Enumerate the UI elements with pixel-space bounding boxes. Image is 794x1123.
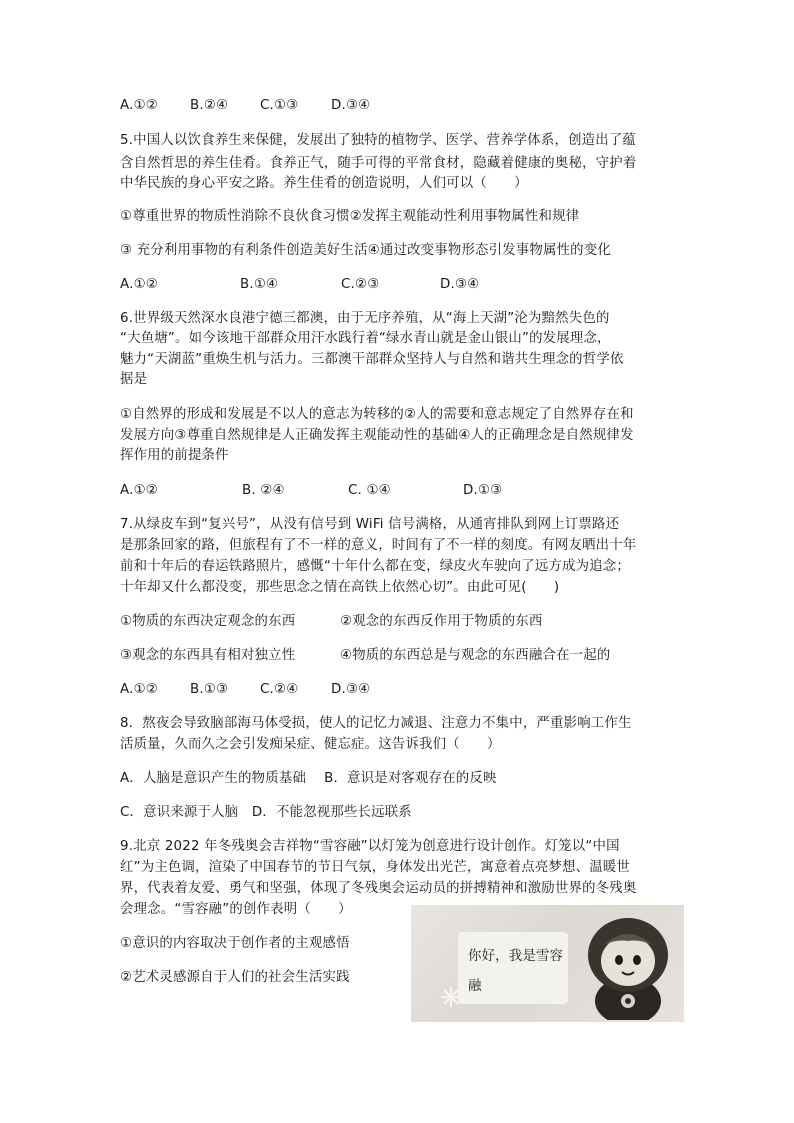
q8-stem-line: 8．熬夜会导致脑部海马体受损，使人的记忆力减退、注意力不集中，严重影响工作生 [120, 716, 632, 731]
q7-statement-4: ④物质的东西总是与观念的东西融合在一起的 [340, 648, 611, 663]
mascot-caption: 你好，我是雪容融 [468, 949, 564, 994]
q5-option-d: D.③④ [440, 277, 480, 292]
q6-statement-line: ①自然界的形成和发展是不以人的意志为转移的②人的需要和意志规定了自然界存在和 [120, 407, 634, 422]
mascot-image [411, 905, 684, 1022]
q6-option-a: A.①② [120, 483, 158, 498]
q7-stem-line: 前和十年后的春运铁路照片，感慨“十年什么都在变，绿皮火车驶向了远方成为追念； [120, 559, 630, 574]
q7-stem-line: 是那条回家的路，但旅程有了不一样的意义，时间有了不一样的刻度。有网友晒出十年 [120, 538, 637, 553]
q6-option-b: B. ②④ [242, 483, 285, 498]
q9-statement-line: ①意识的内容取决于创作者的主观感悟 [120, 936, 350, 951]
q7-option-c: C.②④ [260, 682, 299, 697]
q5-stem-line: 5.中国人以饮食养生来保健，发展出了独特的植物学、医学、营养学体系，创造出了蕴 [120, 133, 637, 148]
q7-stem-line: 十年却又什么都没变，那些思念之情在高铁上依然心切”。由此可见( ) [120, 580, 560, 595]
q8-option-row: A．人脑是意识产生的物质基础 B．意识是对客观存在的反映 [120, 771, 497, 786]
q9-stem-line: 会理念。“雪容融”的创作表明（ ） [120, 902, 352, 917]
q4-option-a: A.①② [120, 98, 158, 113]
q8-option-row: C．意识来源于人脑 D．不能忽视那些长远联系 [120, 805, 412, 820]
speech-bubble [458, 932, 568, 1004]
q7-stem-line: 7.从绿皮车到“复兴号”，从没有信号到 WiFi 信号满格，从通宵排队到网上订票路还 [120, 517, 620, 532]
q6-statement-line: 挥作用的前提条件 [120, 448, 229, 463]
q5-statement-line: ①尊重世界的物质性消除不良伙食习惯②发挥主观能动性利用事物属性和规律 [120, 209, 580, 224]
q5-stem-line: 中华民族的身心平安之路。养生佳肴的创造说明，人们可以（ ） [120, 176, 528, 191]
q5-stem-line: 含自然哲思的养生佳肴。食养正气，随手可得的平常食材，隐藏着健康的奥秘，守护着 [120, 156, 637, 171]
q9-stem-line: 红”为主色调，渲染了中国春节的节日气氛，身体发出光芒，寓意着点亮梦想、温暖世 [120, 860, 630, 875]
q4-option-d: D.③④ [331, 98, 371, 113]
q6-option-c: C. ①④ [348, 483, 391, 498]
q7-option-a: A.①② [120, 682, 158, 697]
q9-statement-line: ②艺术灵感源自于人们的社会生活实践 [120, 970, 350, 985]
q6-stem-line: 魅力“天湖蓝”重焕生机与活力。三都澳干部群众坚持人与自然和谐共生理念的哲学依 [120, 352, 624, 367]
q8-stem-line: 活质量，久而久之会引发痴呆症、健忘症。这告诉我们（ ） [120, 737, 501, 752]
q4-option-c: C.①③ [260, 98, 299, 113]
q4-option-b: B.②④ [190, 98, 229, 113]
q6-option-d: D.①③ [463, 483, 503, 498]
q5-option-c: C.②③ [341, 277, 380, 292]
q7-statement-3: ③观念的东西具有相对独立性 [120, 648, 296, 663]
q6-stem-line: 6.世界级天然深水良港宁德三都澳，由于无序养殖，从“海上天湖”沦为黯然失色的 [120, 311, 610, 326]
q6-stem-line: 据是 [120, 372, 148, 387]
q9-stem-line: 界，代表着友爱、勇气和坚强，体现了冬残奥会运动员的拼搏精神和激励世界的冬残奥 [120, 881, 637, 896]
q6-statement-line: 发展方向③尊重自然规律是人正确发挥主观能动性的基础④人的正确理念是自然规律发 [120, 428, 634, 443]
q6-stem-line: “大鱼塘”。如今该地干部群众用汗水践行着“绿水青山就是金山银山”的发展理念， [120, 331, 611, 346]
q7-option-d: D.③④ [331, 682, 371, 697]
q7-statement-1: ①物质的东西决定观念的东西 [120, 614, 296, 629]
lantern-mascot-icon [578, 915, 678, 1020]
q5-option-a: A.①② [120, 277, 158, 292]
q5-statement-line: ③ 充分利用事物的有利条件创造美好生活④通过改变事物形态引发事物属性的变化 [120, 243, 611, 258]
q9-stem-line: 9.北京 2022 年冬残奥会吉祥物“雪容融”以灯笼为创意进行设计创作。灯笼以“中国 [120, 839, 620, 854]
q5-option-b: B.①④ [240, 277, 279, 292]
q7-option-b: B.①③ [190, 682, 229, 697]
q7-statement-2: ②观念的东西反作用于物质的东西 [340, 614, 543, 629]
